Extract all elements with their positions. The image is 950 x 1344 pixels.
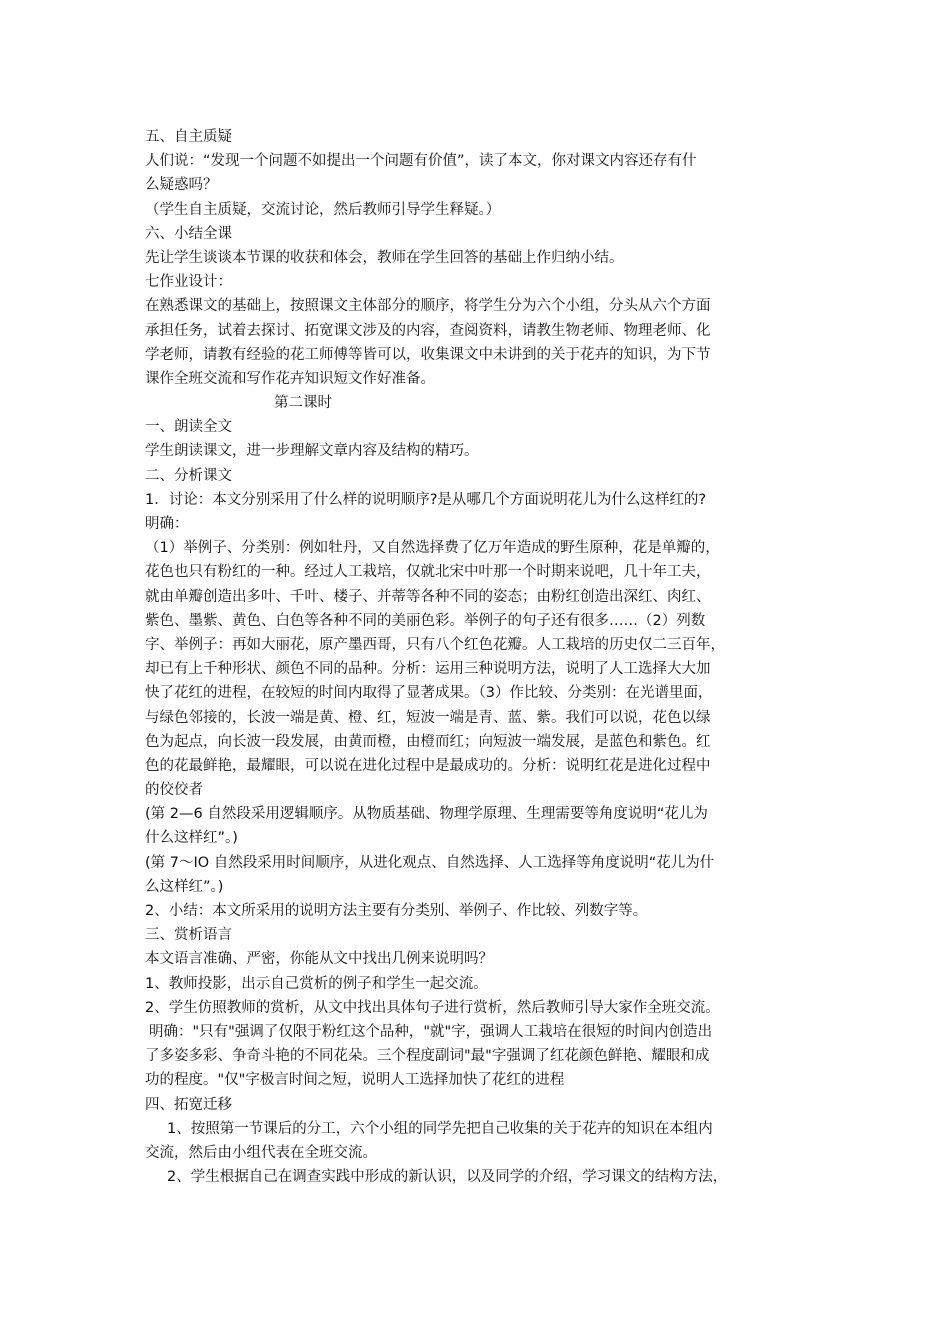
section-heading-language: 三、赏析语言 <box>145 927 232 944</box>
text-line: 色的花最鲜艳，最耀眼，可以说在进化过程中是最成功的。分析：说明红花是进化过程中 <box>145 757 711 774</box>
text-line: 课作全班交流和写作花卉知识短文作好准备。 <box>145 370 435 387</box>
text-line: 人们说：“发现一个问题不如提出一个问题有价值”，读了本文，你对课文内容还存有什 <box>145 153 697 170</box>
text-line: 先让学生谈谈本节课的收获和体会，教师在学生回答的基础上作归纳小结。 <box>145 249 624 266</box>
text-line: 学老师，请教有经验的花工师傅等皆可以，收集课文中未讲到的关于花卉的知识，为下节 <box>145 346 711 363</box>
text-line: 什么这样红”。) <box>145 830 238 847</box>
text-line: 交流，然后由小组代表在全班交流。 <box>145 1144 377 1161</box>
text-line: 2、小结：本文所采用的说明方法主要有分类别、举例子、作比较、列数字等。 <box>145 903 648 919</box>
text-line: （学生自主质疑，交流讨论，然后教师引导学生释疑。） <box>145 201 501 218</box>
section-heading-summary: 六、小结全课 <box>145 225 232 242</box>
lesson-two-heading: 第二课时 <box>274 395 332 412</box>
text-line: 承担任务，试着去探讨、拓宽课文涉及的内容，查阅资料，请教生物老师、物理老师、化 <box>145 322 711 339</box>
text-line: 2、学生根据自己在调查实践中形成的新认识，以及同学的介绍，学习课文的结构方法， <box>167 1169 728 1186</box>
text-line: 本文语言准确、严密，你能从文中找出几例来说明吗？ <box>145 951 493 968</box>
text-line: 的佼佼者 <box>145 782 203 799</box>
text-line: 紫色、墨紫、黄色、白色等各种不同的美丽色彩。举例子的句子还有很多……（2）列数 <box>145 612 706 629</box>
text-line: 2、学生仿照教师的赏析，从文中找出具体句子进行赏析，然后教师引导大家作全班交流。 <box>145 999 720 1016</box>
section-heading-read-aloud: 一、朗读全文 <box>145 419 232 436</box>
text-line: 学生朗读课文，进一步理解文章内容及结构的精巧。 <box>145 443 479 460</box>
text-line: 1．讨论：本文分别采用了什么样的说明顺序?是从哪几个方面说明花儿为什么这样红的? <box>145 491 707 508</box>
text-line: 1、按照第一节课后的分工，六个小组的同学先把自己收集的关于花卉的知识在本组内 <box>167 1120 713 1137</box>
section-heading-extension: 四、拓宽迁移 <box>145 1096 232 1113</box>
text-line: 明确： <box>145 516 189 532</box>
section-heading-self-questioning: 五、自主质疑 <box>145 129 232 145</box>
text-line: 明确："只有"强调了仅限于粉红这个品种，"就"字，强调人工栽培在很短的时间内创造出 <box>149 1023 713 1040</box>
text-line: 与绿色邻接的，长波一端是黄、橙、红，短波一端是青、蓝、紫。我们可以说，花色以绿 <box>145 709 711 726</box>
text-line: （1）举例子、分类别：例如牡丹，又自然选择费了亿万年造成的野生原种，花是单瓣的， <box>145 540 720 557</box>
section-heading-analysis: 二、分析课文 <box>145 467 232 484</box>
text-line: 字、举例子：再如大丽花，原产墨西哥，只有八个红色花瓣。人工栽培的历史仅二三百年， <box>145 636 725 653</box>
document-page <box>145 125 805 1189</box>
text-line: 功的程度。"仅"字极言时间之短，说明人工选择加快了花红的进程 <box>145 1072 565 1089</box>
text-line: 快了花红的进程，在较短的时间内取得了显著成果。（3）作比较、分类别：在光谱里面， <box>145 685 713 702</box>
text-line: 在熟悉课文的基础上，按照课文主体部分的顺序，将学生分为六个小组，分头从六个方面 <box>145 298 711 315</box>
text-line: (第 7～IO 自然段采用时间顺序，从进化观点、自然选择、人工选择等角度说明“花儿为什 <box>145 854 715 871</box>
text-line: 色为起点，向长波一段发展，由黄而橙，由橙而红；向短波一端发展，是蓝色和紫色。红 <box>145 733 711 750</box>
text-line: 了多姿多彩、争奇斗艳的不同花朵。三个程度副词"最"字强调了红花颜色鲜艳、耀眼和成 <box>145 1048 710 1065</box>
text-line: (第 2—6 自然段采用逻辑顺序。从物质基础、物理学原理、生理需要等角度说明“花儿为 <box>145 806 708 823</box>
text-line: 却已有上千种形状、颜色不同的品种。分析：运用三种说明方法，说明了人工选择大大加 <box>145 661 711 678</box>
text-line: 就由单瓣创造出多叶、千叶、楼子、并蒂等各种不同的姿态；由粉红创造出深红、肉红、 <box>145 588 711 605</box>
section-heading-homework: 七作业设计： <box>145 274 232 291</box>
text-line: 么疑惑吗？ <box>145 177 218 194</box>
text-line: 么这样红”。) <box>145 878 224 895</box>
text-line: 1、教师投影，出示自己赏析的例子和学生一起交流。 <box>145 975 488 992</box>
text-line: 花色也只有粉红的一种。经过人工栽培，仅就北宋中叶那一个时期来说吧，几十年工夫， <box>145 564 711 581</box>
